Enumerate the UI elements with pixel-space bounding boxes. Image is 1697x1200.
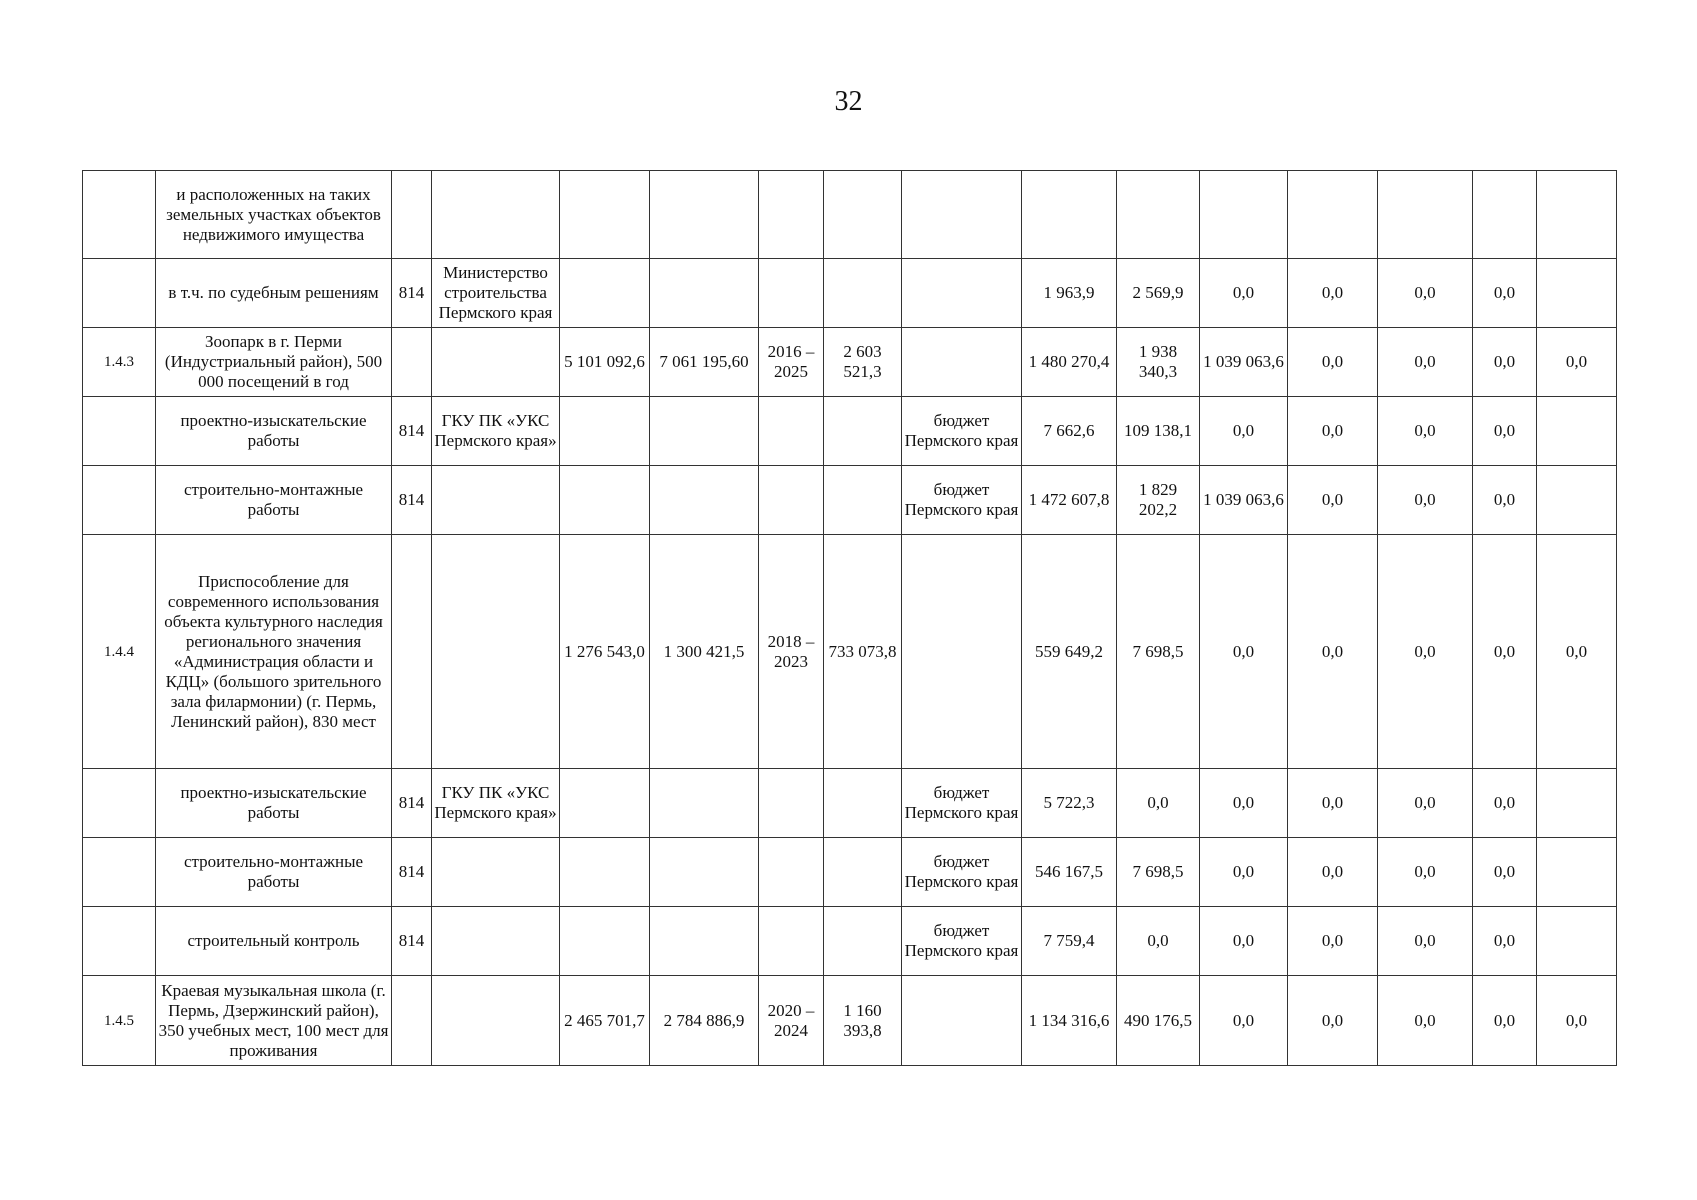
cell-y1: 546 167,5 bbox=[1022, 838, 1117, 907]
cell-col5 bbox=[650, 907, 759, 976]
cell-y2: 1 829 202,2 bbox=[1117, 466, 1200, 535]
cell-y1: 1 963,9 bbox=[1022, 259, 1117, 328]
cell-period bbox=[759, 259, 824, 328]
cell-y6: 0,0 bbox=[1473, 466, 1537, 535]
cell-y1: 1 480 270,4 bbox=[1022, 328, 1117, 397]
cell-code bbox=[83, 259, 156, 328]
cell-name: проектно-изыскательские работы bbox=[156, 397, 392, 466]
cell-col7 bbox=[824, 838, 902, 907]
cell-y2: 0,0 bbox=[1117, 907, 1200, 976]
cell-grbs: 814 bbox=[392, 907, 432, 976]
cell-y4: 0,0 bbox=[1288, 907, 1378, 976]
cell-source: бюджет Пермского края bbox=[902, 769, 1022, 838]
cell-y3: 0,0 bbox=[1200, 769, 1288, 838]
cell-source bbox=[902, 328, 1022, 397]
cell-y7 bbox=[1537, 171, 1617, 259]
cell-y7 bbox=[1537, 259, 1617, 328]
cell-period bbox=[759, 769, 824, 838]
cell-y4 bbox=[1288, 171, 1378, 259]
cell-code bbox=[83, 171, 156, 259]
cell-col5 bbox=[650, 769, 759, 838]
cell-code bbox=[83, 397, 156, 466]
cell-grbs: 814 bbox=[392, 466, 432, 535]
cell-y1: 1 472 607,8 bbox=[1022, 466, 1117, 535]
cell-period bbox=[759, 907, 824, 976]
cell-executor bbox=[432, 171, 560, 259]
cell-period bbox=[759, 838, 824, 907]
cell-source: бюджет Пермского края bbox=[902, 838, 1022, 907]
table-row bbox=[83, 328, 1617, 397]
table-row bbox=[83, 769, 1617, 838]
cell-col5 bbox=[650, 838, 759, 907]
cell-name: строительно-монтажные работы bbox=[156, 466, 392, 535]
table-row bbox=[83, 838, 1617, 907]
cell-col5 bbox=[650, 259, 759, 328]
cell-y6: 0,0 bbox=[1473, 769, 1537, 838]
cell-col7 bbox=[824, 466, 902, 535]
cell-col4: 5 101 092,6 bbox=[560, 328, 650, 397]
cell-y3: 1 039 063,6 bbox=[1200, 466, 1288, 535]
cell-y6 bbox=[1473, 171, 1537, 259]
cell-y4: 0,0 bbox=[1288, 466, 1378, 535]
cell-y4: 0,0 bbox=[1288, 769, 1378, 838]
cell-y6: 0,0 bbox=[1473, 907, 1537, 976]
cell-name: Приспособление для современного использования объекта культурного наследия регионального значения «Администрация области и КДЦ» (большого зрительного зала филармонии) (г. Пермь, Ленинский район), 830 мест bbox=[156, 535, 392, 769]
cell-y7: 0,0 bbox=[1537, 535, 1617, 769]
cell-y2: 7 698,5 bbox=[1117, 535, 1200, 769]
cell-period: 2020 – 2024 bbox=[759, 976, 824, 1066]
cell-y1: 7 759,4 bbox=[1022, 907, 1117, 976]
cell-y2 bbox=[1117, 171, 1200, 259]
cell-y7 bbox=[1537, 907, 1617, 976]
cell-name: и расположенных на таких земельных участках объектов недвижимого имущества bbox=[156, 171, 392, 259]
cell-code bbox=[83, 769, 156, 838]
cell-executor: ГКУ ПК «УКС Пермского края» bbox=[432, 769, 560, 838]
cell-y7 bbox=[1537, 769, 1617, 838]
cell-col5 bbox=[650, 466, 759, 535]
cell-executor: Министерство строительства Пермского края bbox=[432, 259, 560, 328]
cell-col4 bbox=[560, 838, 650, 907]
cell-y4: 0,0 bbox=[1288, 259, 1378, 328]
cell-executor bbox=[432, 466, 560, 535]
cell-source: бюджет Пермского края bbox=[902, 907, 1022, 976]
table-row bbox=[83, 171, 1617, 259]
cell-grbs: 814 bbox=[392, 769, 432, 838]
cell-y2: 2 569,9 bbox=[1117, 259, 1200, 328]
table-row bbox=[83, 466, 1617, 535]
cell-col5 bbox=[650, 171, 759, 259]
cell-y4: 0,0 bbox=[1288, 976, 1378, 1066]
cell-y5: 0,0 bbox=[1378, 466, 1473, 535]
cell-col5 bbox=[650, 397, 759, 466]
cell-col4: 1 276 543,0 bbox=[560, 535, 650, 769]
table-row bbox=[83, 397, 1617, 466]
cell-y2: 1 938 340,3 bbox=[1117, 328, 1200, 397]
cell-col7 bbox=[824, 907, 902, 976]
cell-col7 bbox=[824, 769, 902, 838]
cell-col4: 2 465 701,7 bbox=[560, 976, 650, 1066]
cell-col7 bbox=[824, 259, 902, 328]
cell-y6: 0,0 bbox=[1473, 976, 1537, 1066]
table-row bbox=[83, 535, 1617, 769]
cell-y2: 0,0 bbox=[1117, 769, 1200, 838]
cell-y3: 1 039 063,6 bbox=[1200, 328, 1288, 397]
cell-y4: 0,0 bbox=[1288, 838, 1378, 907]
cell-col7: 1 160 393,8 bbox=[824, 976, 902, 1066]
cell-grbs: 814 bbox=[392, 259, 432, 328]
cell-grbs: 814 bbox=[392, 838, 432, 907]
cell-y5: 0,0 bbox=[1378, 397, 1473, 466]
cell-y3: 0,0 bbox=[1200, 907, 1288, 976]
page-number: 32 bbox=[834, 86, 863, 117]
cell-col5: 1 300 421,5 bbox=[650, 535, 759, 769]
cell-col4 bbox=[560, 466, 650, 535]
cell-code: 1.4.3 bbox=[83, 328, 156, 397]
cell-source bbox=[902, 535, 1022, 769]
cell-executor bbox=[432, 907, 560, 976]
cell-source bbox=[902, 976, 1022, 1066]
cell-y4: 0,0 bbox=[1288, 397, 1378, 466]
cell-y1: 5 722,3 bbox=[1022, 769, 1117, 838]
cell-y6: 0,0 bbox=[1473, 535, 1537, 769]
cell-grbs bbox=[392, 976, 432, 1066]
cell-y2: 7 698,5 bbox=[1117, 838, 1200, 907]
cell-y4: 0,0 bbox=[1288, 328, 1378, 397]
cell-executor bbox=[432, 328, 560, 397]
cell-executor: ГКУ ПК «УКС Пермского края» bbox=[432, 397, 560, 466]
cell-name: в т.ч. по судебным решениям bbox=[156, 259, 392, 328]
cell-y1: 559 649,2 bbox=[1022, 535, 1117, 769]
cell-y3: 0,0 bbox=[1200, 397, 1288, 466]
cell-code bbox=[83, 838, 156, 907]
cell-period: 2016 – 2025 bbox=[759, 328, 824, 397]
cell-code: 1.4.5 bbox=[83, 976, 156, 1066]
cell-name: строительный контроль bbox=[156, 907, 392, 976]
cell-grbs bbox=[392, 328, 432, 397]
cell-name: Краевая музыкальная школа (г. Пермь, Дзержинский район), 350 учебных мест, 100 мест для проживания bbox=[156, 976, 392, 1066]
cell-y5: 0,0 bbox=[1378, 838, 1473, 907]
cell-name: Зоопарк в г. Перми (Индустриальный район), 500 000 посещений в год bbox=[156, 328, 392, 397]
cell-y2: 490 176,5 bbox=[1117, 976, 1200, 1066]
cell-col4 bbox=[560, 171, 650, 259]
cell-col7: 2 603 521,3 bbox=[824, 328, 902, 397]
cell-source: бюджет Пермского края bbox=[902, 397, 1022, 466]
cell-y5: 0,0 bbox=[1378, 328, 1473, 397]
cell-col7: 733 073,8 bbox=[824, 535, 902, 769]
cell-y7 bbox=[1537, 397, 1617, 466]
cell-grbs bbox=[392, 535, 432, 769]
cell-y3: 0,0 bbox=[1200, 976, 1288, 1066]
program-table bbox=[82, 170, 1617, 1066]
cell-executor bbox=[432, 535, 560, 769]
cell-col4 bbox=[560, 907, 650, 976]
cell-y3 bbox=[1200, 171, 1288, 259]
cell-executor bbox=[432, 838, 560, 907]
cell-executor bbox=[432, 976, 560, 1066]
cell-y6: 0,0 bbox=[1473, 259, 1537, 328]
cell-y7 bbox=[1537, 466, 1617, 535]
cell-y2: 109 138,1 bbox=[1117, 397, 1200, 466]
cell-y1 bbox=[1022, 171, 1117, 259]
cell-y6: 0,0 bbox=[1473, 328, 1537, 397]
cell-y5: 0,0 bbox=[1378, 535, 1473, 769]
cell-source bbox=[902, 259, 1022, 328]
cell-source bbox=[902, 171, 1022, 259]
cell-col4 bbox=[560, 397, 650, 466]
cell-source: бюджет Пермского края bbox=[902, 466, 1022, 535]
cell-y7: 0,0 bbox=[1537, 328, 1617, 397]
cell-col5: 2 784 886,9 bbox=[650, 976, 759, 1066]
cell-col4 bbox=[560, 259, 650, 328]
cell-col4 bbox=[560, 769, 650, 838]
cell-y5: 0,0 bbox=[1378, 976, 1473, 1066]
cell-y1: 1 134 316,6 bbox=[1022, 976, 1117, 1066]
cell-y5: 0,0 bbox=[1378, 907, 1473, 976]
cell-period: 2018 – 2023 bbox=[759, 535, 824, 769]
cell-y3: 0,0 bbox=[1200, 259, 1288, 328]
cell-col5: 7 061 195,60 bbox=[650, 328, 759, 397]
cell-y5 bbox=[1378, 171, 1473, 259]
cell-y6: 0,0 bbox=[1473, 838, 1537, 907]
cell-period bbox=[759, 397, 824, 466]
cell-y3: 0,0 bbox=[1200, 535, 1288, 769]
table-row bbox=[83, 976, 1617, 1066]
cell-y5: 0,0 bbox=[1378, 259, 1473, 328]
cell-y3: 0,0 bbox=[1200, 838, 1288, 907]
cell-y7: 0,0 bbox=[1537, 976, 1617, 1066]
cell-period bbox=[759, 171, 824, 259]
cell-name: проектно-изыскательские работы bbox=[156, 769, 392, 838]
cell-y4: 0,0 bbox=[1288, 535, 1378, 769]
cell-grbs: 814 bbox=[392, 397, 432, 466]
cell-col7 bbox=[824, 397, 902, 466]
cell-y6: 0,0 bbox=[1473, 397, 1537, 466]
cell-col7 bbox=[824, 171, 902, 259]
cell-grbs bbox=[392, 171, 432, 259]
cell-code bbox=[83, 466, 156, 535]
cell-code: 1.4.4 bbox=[83, 535, 156, 769]
table-row bbox=[83, 907, 1617, 976]
cell-y1: 7 662,6 bbox=[1022, 397, 1117, 466]
cell-code bbox=[83, 907, 156, 976]
cell-y7 bbox=[1537, 838, 1617, 907]
cell-period bbox=[759, 466, 824, 535]
cell-name: строительно-монтажные работы bbox=[156, 838, 392, 907]
table-row bbox=[83, 259, 1617, 328]
cell-y5: 0,0 bbox=[1378, 769, 1473, 838]
